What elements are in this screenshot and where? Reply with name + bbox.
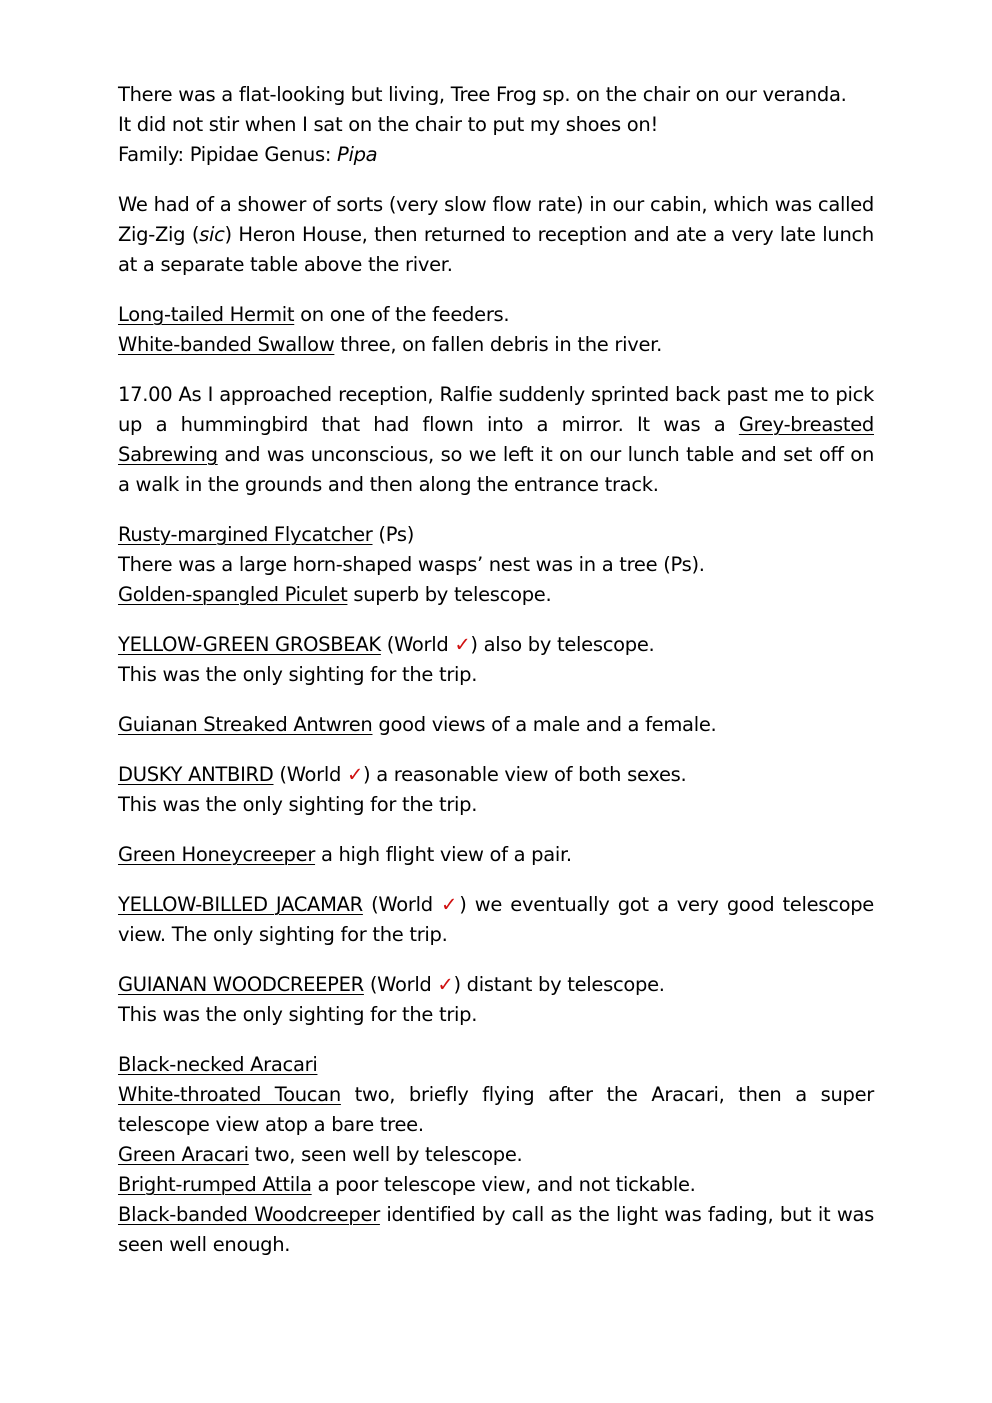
paragraph-antwren [118, 710, 874, 740]
tick-icon: ✓ [437, 973, 454, 996]
species-name: Rusty-margined Flycatcher [118, 523, 373, 546]
paragraph-woodcreeper [118, 970, 874, 1030]
text-line: It did not stir when I sat on the chair to put my shoes on! [118, 113, 658, 136]
text: and was unconscious, so we left it on our lunch table and set off on a walk in the grounds and then along the entrance track. [118, 443, 874, 496]
species-name: GUIANAN WOODCREEPER [118, 973, 364, 996]
text: We had of a shower of sorts (very slow flow rate) in our cabin, which was called Zig-Zig ( [118, 193, 874, 246]
paragraph-shower [118, 190, 874, 280]
text: superb by telescope. [347, 583, 552, 606]
tick-icon: ✓ [440, 893, 460, 916]
species-name: Green Aracari [118, 1143, 249, 1166]
paragraph-jacamar [118, 890, 874, 950]
text-line: This was the only sighting for the trip. [118, 793, 478, 816]
species-name: DUSKY ANTBIRD [118, 763, 274, 786]
text: (World [362, 893, 441, 916]
text-line: This was the only sighting for the trip. [118, 663, 478, 686]
paragraph-aracari-toucan [118, 1050, 874, 1260]
text: ) we eventually got a very good telescope view. The only sighting for the trip. [118, 893, 874, 946]
text-line: There was a large horn-shaped wasps’ nest was in a tree (Ps). [118, 553, 705, 576]
species-name: White-throated Toucan [118, 1083, 341, 1106]
tick-icon: ✓ [454, 633, 471, 656]
text: a poor telescope view, and not tickable. [311, 1173, 696, 1196]
tick-icon: ✓ [347, 763, 364, 786]
sic-note: sic [199, 223, 225, 246]
text: ) Heron House, then returned to reception and ate a very late lunch at a separate table above the river. [118, 223, 874, 276]
text-line: There was a flat-looking but living, Tree Frog sp. on the chair on our veranda. [118, 83, 847, 106]
species-name: Bright-rumped Attila [118, 1173, 312, 1196]
text: three, on fallen debris in the river. [334, 333, 662, 356]
text-line: Family: Pipidae Genus: [118, 143, 338, 166]
text: on one of the feeders. [294, 303, 510, 326]
species-name: Black-necked Aracari [118, 1053, 318, 1076]
species-name: Grey-breasted Sabrewing [118, 413, 874, 466]
text: 17.00 As I approached reception, Ralfie suddenly sprinted back past me to pick up a hummingbird that had flown into a mirror. It was a [118, 383, 874, 436]
text: a high flight view of a pair. [315, 843, 572, 866]
text: two, briefly flying after the Aracari, then a super telescope view atop a bare tree. [118, 1083, 875, 1136]
species-name: YELLOW-BILLED JACAMAR [118, 893, 363, 916]
paragraph-honeycreeper [118, 840, 874, 870]
species-name: YELLOW-GREEN GROSBEAK [118, 633, 381, 656]
text: two, seen well by telescope. [248, 1143, 523, 1166]
genus-name: Pipa [337, 143, 378, 166]
text: (Ps) [372, 523, 415, 546]
paragraph-hermit-swallow [118, 300, 874, 360]
paragraph-tree-frog [118, 80, 874, 170]
text-line: This was the only sighting for the trip. [118, 1003, 478, 1026]
text: (World [273, 763, 347, 786]
paragraph-flycatcher-piculet [118, 520, 874, 610]
text: (World [380, 633, 455, 656]
paragraph-grosbeak [118, 630, 874, 690]
species-name: White-banded Swallow [118, 333, 335, 356]
text: good views of a male and a female. [372, 713, 717, 736]
species-name: Guianan Streaked Antwren [118, 713, 373, 736]
text: ) distant by telescope. [453, 973, 665, 996]
paragraph-antbird [118, 760, 874, 820]
species-name: Black-banded Woodcreeper [118, 1203, 380, 1226]
species-name: Long-tailed Hermit [118, 303, 295, 326]
species-name: Golden-spangled Piculet [118, 583, 348, 606]
text: ) a reasonable view of both sexes. [363, 763, 687, 786]
text: (World [363, 973, 438, 996]
paragraph-sabrewing [118, 380, 874, 500]
text: ) also by telescope. [470, 633, 655, 656]
species-name: Green Honeycreeper [118, 843, 316, 866]
text: identified by call as the light was fading, but it was seen well enough. [118, 1203, 874, 1256]
